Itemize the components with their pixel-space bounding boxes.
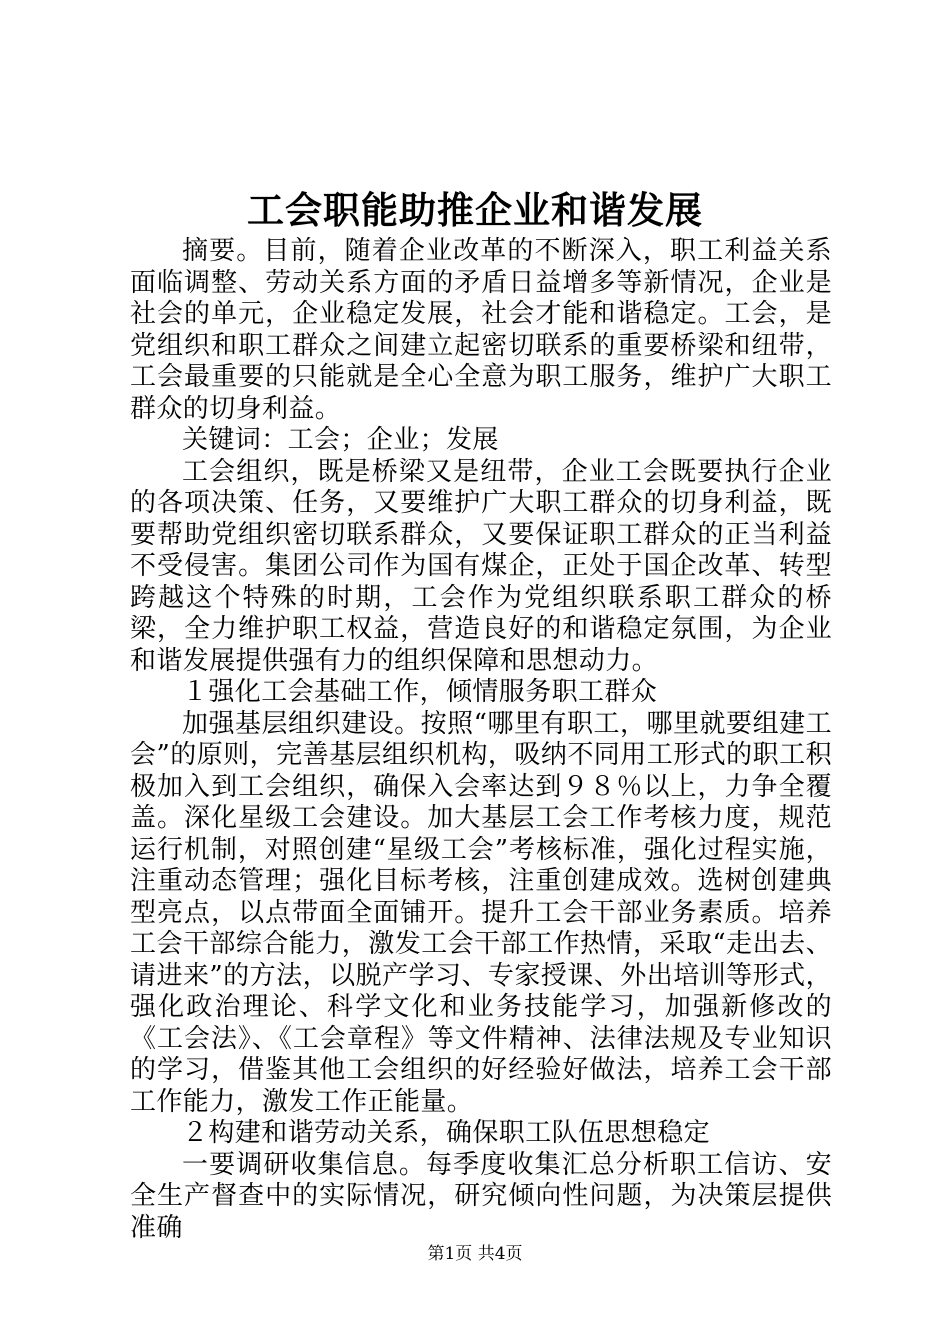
document-title: 工会职能助推企业和谐发展: [247, 188, 703, 232]
document-body: [130, 236, 832, 1244]
section-1-heading: １强化工会基础工作，倾情服务职工群众: [182, 677, 658, 707]
section-1-paragraph: 加强基层组织建设。按照“哪里有职工，哪里就要组建工会”的原则，完善基层组织机构，吸纳不同用工形式的职工积极加入到工会组织，确保入会率达到９８％以上，力争全覆盖。深化星级工会建设。加大基层工会工作考核力度，规范运行机制，对照创建“星级工会”考核标准，强化过程实施，注重动态管理；强化目标考核，注重创建成效。选树创建典型亮点，以点带面全面铺开。提升工会干部业务素质。培养工会干部综合能力，激发工会干部工作热情，采取“走出去、请进来”的方法，以脱产学习、专家授课、外出培训等形式，强化政治理论、科学文化和业务技能学习，加强新修改的《工会法》、《工会章程》等文件精神、法律法规及专业知识的学习，借鉴其他工会组织的好经验好做法，培养工会干部工作能力，激发工作正能量。: [130, 708, 832, 1117]
keywords-paragraph: 关键词：工会；企业；发展: [182, 425, 499, 455]
section-2-heading: ２构建和谐劳动关系，确保职工队伍思想稳定: [182, 1118, 711, 1148]
page-footer: 第1页 共4页: [427, 1244, 523, 1264]
section-2-paragraph: 一要调研收集信息。每季度收集汇总分析职工信访、安全生产督查中的实际情况，研究倾向性问题，为决策层提供准确: [130, 1149, 832, 1243]
abstract-paragraph: 摘要。目前，随着企业改革的不断深入，职工利益关系面临调整、劳动关系方面的矛盾日益增多等新情况，企业是社会的单元，企业稳定发展，社会才能和谐稳定。工会，是党组织和职工群众之间建立起密切联系的重要桥梁和纽带，工会最重要的只能就是全心全意为职工服务，维护广大职工群众的切身利益。: [130, 236, 832, 424]
intro-paragraph: 工会组织，既是桥梁又是纽带，企业工会既要执行企业的各项决策、任务，又要维护广大职工群众的切身利益，既要帮助党组织密切联系群众，又要保证职工群众的正当利益不受侵害。集团公司作为国有煤企，正处于国企改革、转型跨越这个特殊的时期，工会作为党组织联系职工群众的桥梁，全力维护职工权益，营造良好的和谐稳定氛围，为企业和谐发展提供强有力的组织保障和思想动力。: [130, 456, 832, 676]
